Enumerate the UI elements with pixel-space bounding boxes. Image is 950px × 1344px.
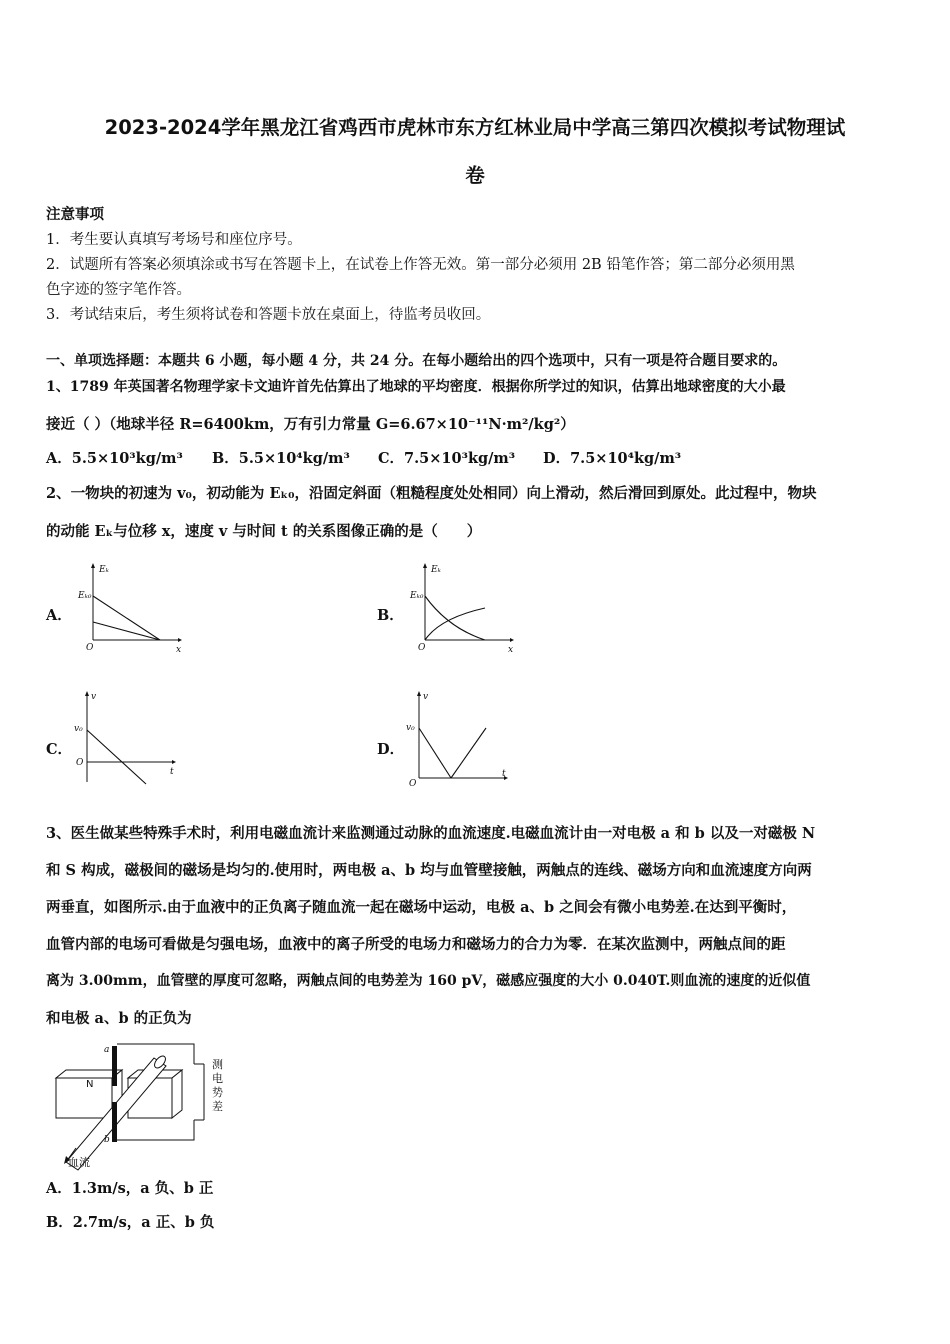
q2-graph-d: [404, 688, 514, 788]
meter-label-3: 势: [212, 1086, 223, 1099]
electrode-b-label: b: [104, 1135, 110, 1145]
electrode-a-label: a: [104, 1045, 110, 1055]
q3-stem-line-5: 离为 3.00mm，血管壁的厚度可忽略，两触点间的电势差为 160 pV，磁感应强度的大小 0.040T.则血流的速度的近似值: [46, 973, 811, 989]
graph-b-ek0-label: Eₖ₀: [410, 591, 424, 601]
q3-option-a: A．1.3m/s，a 负、b 正: [46, 1180, 214, 1197]
notice-item-1: 1．考生要认真填写考场号和座位序号。: [46, 232, 302, 248]
electrode-b: [112, 1102, 117, 1142]
electrode-a: [112, 1046, 117, 1086]
q1-stem-line-2: 接近（ ）（地球半径 R=6400km，万有引力常量 G=6.67×10⁻¹¹N·m²/kg²）: [46, 416, 575, 433]
graph-d-line-down: [451, 728, 486, 778]
q2-option-b-label: B．: [377, 607, 404, 624]
q3-option-b: B．2.7m/s，a 正、b 负: [46, 1214, 215, 1231]
q3-stem-line-2: 和 S 构成，磁极间的磁场是均匀的.使用时，两电极 a、b 均与血管壁接触，两触点的连线、磁场方向和血流速度方向两: [46, 862, 812, 879]
graph-d-t-label: t: [502, 769, 506, 779]
section-heading: 一、单项选择题：本题共 6 小题，每小题 4 分，共 24 分。在每小题给出的四个选项中，只有一项是符合题目要求的。: [46, 353, 787, 369]
magnet-n-label: N: [86, 1079, 94, 1090]
paper-title-line-2: 卷: [465, 164, 485, 187]
graph-c-origin: O: [76, 758, 84, 768]
q3-stem-line-3: 两垂直，如图所示.由于血液中的正负离子随血流一起在磁场中运动，电极 a、b 之间会有微小电势差.在达到平衡时，: [46, 899, 797, 916]
flow-label: 血流: [68, 1156, 90, 1169]
notice-heading: 注意事项: [46, 206, 104, 223]
graph-c-line: [87, 730, 146, 784]
q2-graph-a: [78, 560, 188, 655]
q1-option-b: B．5.5×10⁴kg/m³: [212, 450, 350, 467]
meter-label-2: 电: [212, 1072, 223, 1085]
q2-stem-line-1: 2、一物块的初速为 v₀，初动能为 Eₖ₀，沿固定斜面（粗糙程度处处相同）向上滑动，然后滑回到原处。此过程中，物块: [46, 485, 817, 502]
graph-a-x-label: x: [176, 645, 182, 655]
meter-label-4: 差: [212, 1100, 223, 1113]
graph-b-origin: O: [418, 643, 426, 653]
graph-c-v0-label: v₀: [74, 724, 83, 734]
q2-option-d-label: D．: [377, 741, 405, 758]
q2-graph-c: [72, 688, 182, 788]
graph-a-origin: O: [86, 643, 94, 653]
q3-stem-line-6: 和电极 a、b 的正负为: [46, 1010, 192, 1027]
graph-b-ek-label: Eₖ: [431, 565, 441, 575]
graph-d-v0-label: v₀: [406, 723, 415, 733]
meter-label-1: 测: [212, 1058, 223, 1071]
q1-option-d: D．7.5×10⁴kg/m³: [543, 450, 682, 467]
q3-stem-line-1: 3、医生做某些特殊手术时，利用电磁血流计来监测通过动脉的血流速度.电磁血流计由一对电极 a 和 b 以及一对磁极 N: [46, 825, 816, 842]
graph-a-ek0-label: Eₖ₀: [78, 591, 92, 601]
q2-option-c-label: C．: [46, 741, 73, 758]
graph-b-curve-down: [425, 608, 485, 640]
graph-d-origin: O: [409, 779, 417, 789]
q3-flowmeter-figure: [46, 1040, 246, 1170]
graph-a-ek-label: Eₖ: [99, 565, 109, 575]
notice-item-2-cont: 色字迹的签字笔作答。: [46, 282, 191, 298]
q2-option-a-label: A．: [46, 607, 72, 624]
q2-stem-line-2: 的动能 Eₖ与位移 x，速度 v 与时间 t 的关系图像正确的是（ ）: [46, 523, 482, 540]
notice-item-2: 2．试题所有答案必须填涂或书写在答题卡上，在试卷上作答无效。第一部分必须用 2B 铅笔作答；第二部分必须用黑: [46, 257, 795, 273]
q1-stem-line-1: 1、1789 年英国著名物理学家卡文迪许首先估算出了地球的平均密度．根据你所学过的知识，估算出地球密度的大小最: [46, 379, 786, 395]
graph-b-curve-up: [425, 596, 485, 640]
q3-stem-line-4: 血管内部的电场可看做是匀强电场，血液中的离子所受的电场力和磁场力的合力为零．在某次监测中，两触点间的距: [46, 936, 786, 953]
magnet-n: [56, 1078, 112, 1118]
q1-option-c: C．7.5×10³kg/m³: [378, 450, 516, 467]
paper-title-line-1: 2023-2024学年黑龙江省鸡西市虎林市东方红林业局中学高三第四次模拟考试物理试: [104, 116, 846, 139]
graph-d-line-up: [419, 728, 451, 778]
graph-c-t-label: t: [170, 767, 174, 777]
notice-item-3: 3．考试结束后，考生须将试卷和答题卡放在桌面上，待监考员收回。: [46, 307, 491, 323]
graph-d-v-label: v: [423, 692, 429, 702]
graph-a-line-up: [93, 596, 160, 640]
q2-graph-b: [410, 560, 520, 655]
graph-a-line-down: [93, 622, 160, 640]
graph-c-v-label: v: [91, 692, 97, 702]
graph-b-x-label: x: [508, 645, 514, 655]
q1-option-a: A．5.5×10³kg/m³: [46, 450, 183, 467]
